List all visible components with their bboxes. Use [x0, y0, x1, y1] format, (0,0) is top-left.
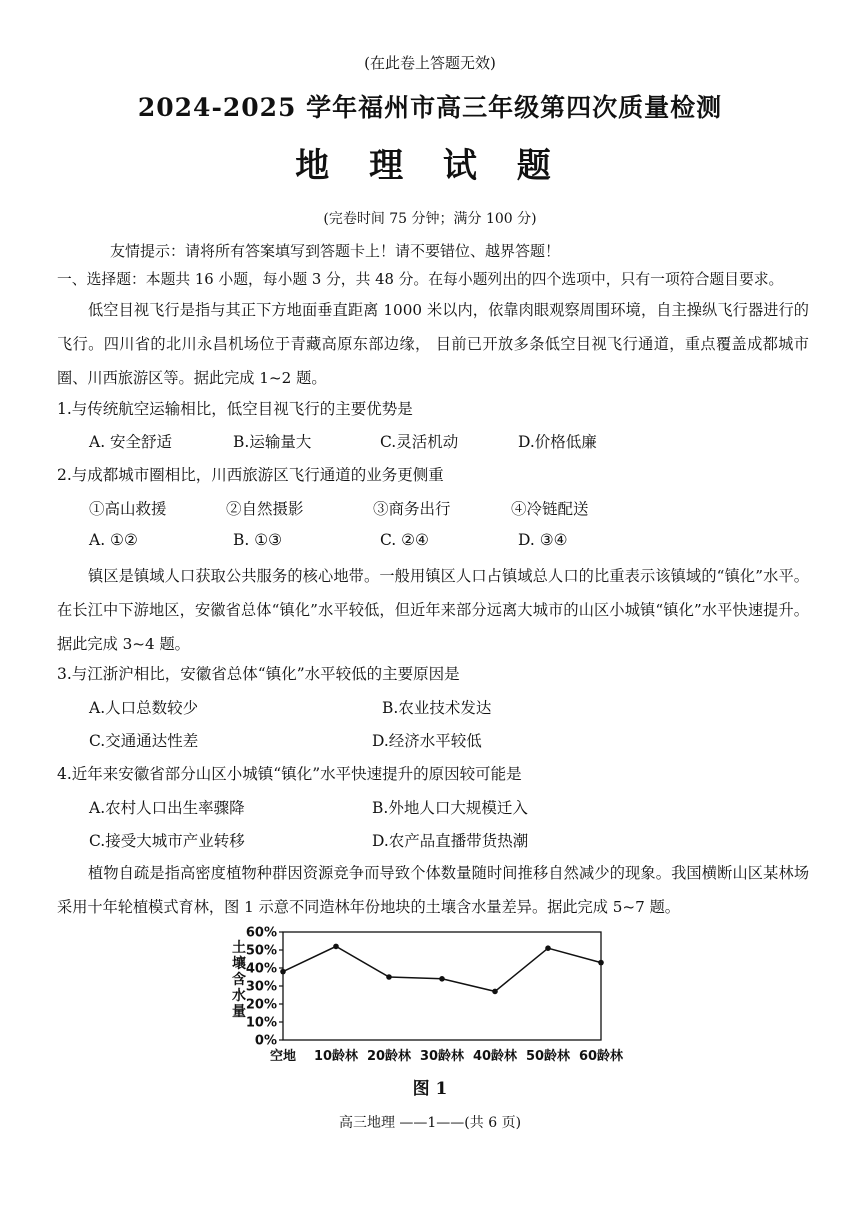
- figure-caption: 图 1: [412, 1079, 448, 1099]
- data-point: [333, 944, 339, 950]
- passage-1: 低空目视飞行是指与其正下方地面垂直距离 1000 米以内，依靠肉眼观察周围环境，自主操纵飞行器进行的飞行。四川省的北川永昌机场位于青藏高原东部边缘， 目前已开放多条低空目视飞行通道，重点覆盖成都城市圈、川西旅游区等。据此完成 1~2 题。: [57, 301, 809, 387]
- question-2-option-a: A. ①②: [89, 531, 138, 549]
- question-4-option-a: A.农村人口出生率骤降: [89, 799, 245, 817]
- invalid-answer-note: (在此卷上答题无效): [364, 54, 496, 72]
- question-3-option-d: D.经济水平较低: [372, 732, 482, 750]
- data-point: [280, 969, 286, 975]
- y-tick-label: 40%: [245, 961, 277, 977]
- question-2-item-3: ③商务出行: [373, 500, 451, 518]
- question-4-option-c: C.接受大城市产业转移: [89, 832, 245, 850]
- question-2-item-2: ②自然摄影: [226, 500, 304, 518]
- x-tick-label: 30龄林: [419, 1049, 465, 1064]
- y-tick-label: 20%: [245, 997, 277, 1013]
- question-4-option-b: B.外地人口大规模迁入: [372, 799, 528, 817]
- x-tick-label: 10龄林: [313, 1049, 359, 1064]
- data-point: [386, 974, 392, 980]
- subject-title: 地 理 试 题: [295, 146, 565, 186]
- data-point: [492, 989, 498, 995]
- time-info: (完卷时间 75 分钟；满分 100 分): [323, 211, 537, 227]
- question-3-option-b: B.农业技术发达: [382, 699, 492, 717]
- series-line: [283, 946, 601, 991]
- question-3-stem: 3.与江浙沪相比，安徽省总体“镇化”水平较低的主要原因是: [57, 665, 460, 683]
- exam-title: 2024-2025 学年福州市高三年级第四次质量检测: [137, 93, 723, 122]
- y-tick-label: 30%: [245, 979, 277, 995]
- x-tick-label: 空地: [269, 1049, 297, 1064]
- y-axis-label-char: 土: [232, 940, 246, 956]
- x-tick-label: 40龄林: [472, 1049, 518, 1064]
- question-1-option-b: B.运输量大: [233, 433, 312, 451]
- question-2-item-4: ④冷链配送: [511, 500, 589, 518]
- y-tick-label: 60%: [245, 925, 277, 941]
- y-tick-label: 0%: [254, 1033, 277, 1049]
- question-1-option-d: D.价格低廉: [518, 433, 597, 451]
- question-3-option-a: A.人口总数较少: [89, 699, 199, 717]
- question-2-stem: 2.与成都城市圈相比，川西旅游区飞行通道的业务更侧重: [57, 466, 444, 484]
- y-axis-label: [232, 939, 246, 1020]
- y-tick-label: 50%: [245, 943, 277, 959]
- y-axis-label-char: 壤: [232, 956, 246, 972]
- question-1-stem: 1.与传统航空运输相比，低空目视飞行的主要优势是: [57, 400, 413, 418]
- question-4-option-d: D.农产品直播带货热潮: [372, 832, 529, 850]
- question-2-item-1: ①高山救援: [89, 500, 167, 518]
- section-heading: 一、选择题：本题共 16 小题，每小题 3 分，共 48 分。在每小题列出的四个选项中，只有一项符合题目要求。: [57, 271, 784, 288]
- passage-3: 植物自疏是指高密度植物种群因资源竞争而导致个体数量随时间推移自然减少的现象。我国横断山区某林场采用十年轮植模式育林，图 1 示意不同造林年份地块的土壤含水量差异。据此完成 5~7 题。: [57, 864, 809, 916]
- data-point: [545, 945, 551, 951]
- question-2-option-d: D. ③④: [518, 531, 568, 549]
- x-tick-label: 50龄林: [525, 1049, 571, 1064]
- y-axis-label-char: 水: [232, 988, 246, 1004]
- question-3-option-c: C.交通通达性差: [89, 732, 199, 750]
- x-tick-label: 20龄林: [366, 1049, 412, 1064]
- data-point: [598, 960, 604, 966]
- question-2-option-b: B. ①③: [233, 531, 283, 549]
- passage-2: 镇区是镇域人口获取公共服务的核心地带。一般用镇区人口占镇域总人口的比重表示该镇域的“镇化”水平。在长江中下游地区，安徽省总体“镇化”水平较低，但近年来部分远离大城市的山区小城镇“镇化”水平快速提升。据此完成 3~4 题。: [57, 567, 809, 653]
- question-4-stem: 4.近年来安徽省部分山区小城镇“镇化”水平快速提升的原因较可能是: [57, 765, 522, 783]
- question-1-option-a: A. 安全舒适: [89, 433, 173, 451]
- data-point: [439, 976, 445, 982]
- y-axis-label-char: 量: [232, 1004, 246, 1020]
- soil-moisture-chart: [225, 922, 635, 1082]
- question-1-option-c: C.灵活机动: [380, 433, 459, 451]
- x-tick-label: 60龄林: [578, 1049, 624, 1064]
- y-tick-label: 10%: [245, 1015, 277, 1031]
- page-footer: 高三地理 ——1——(共 6 页): [338, 1115, 522, 1131]
- question-2-option-c: C. ②④: [380, 531, 429, 549]
- friendly-tip: 友情提示：请将所有答案填写到答题卡上！请不要错位、越界答题！: [110, 242, 561, 260]
- y-axis-label-char: 含: [232, 972, 246, 988]
